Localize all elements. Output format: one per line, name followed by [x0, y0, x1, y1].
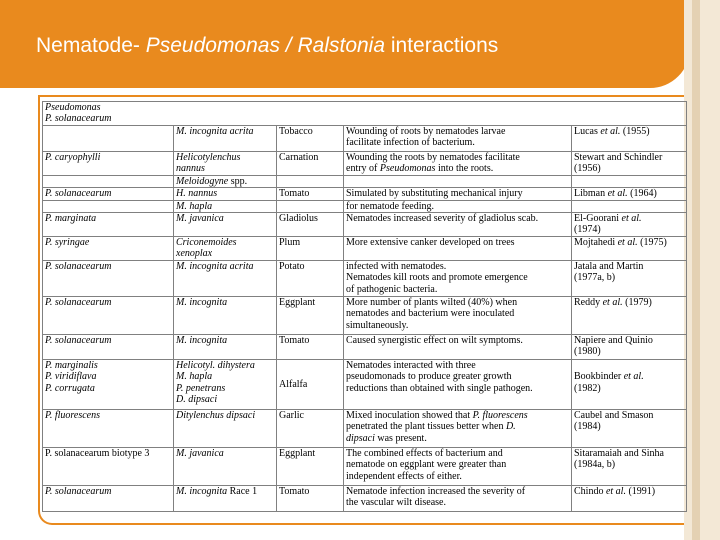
slide-title: [36, 34, 498, 58]
host-cell: Alfalfa: [277, 359, 344, 409]
host-cell: Tomato: [277, 334, 344, 359]
right-decor-stripe: [692, 0, 700, 540]
effect-line: nematodes and bacterium were inoculated: [346, 308, 515, 320]
host-cell: [277, 200, 344, 212]
ref-line: Jatala and Martin: [574, 260, 644, 272]
header-cell: [43, 102, 687, 126]
effect-line: the vascular wilt disease.: [346, 497, 446, 509]
host-cell: Eggplant: [277, 447, 344, 485]
bacterium-cell: P. solanacearum: [43, 334, 174, 359]
effect-line: of pathogenic bacteria.: [346, 283, 438, 295]
nematode-line: Criconemoides: [176, 237, 237, 249]
effect-text: was present.: [374, 432, 427, 444]
ref-author: Libman: [574, 188, 608, 200]
nematode-cell: H. nannus: [174, 188, 277, 200]
ref-year: (1964): [627, 188, 657, 200]
effect-cell: [344, 175, 572, 187]
ref-author: Bookbinder: [574, 371, 624, 383]
effect-text: into the roots.: [435, 163, 494, 175]
ref-year: (1979): [622, 296, 652, 308]
ref-line: Caubel and Smason: [574, 409, 654, 421]
ref-line: (1980): [574, 346, 601, 358]
bacterium-cell: [43, 359, 174, 409]
table-row: [43, 447, 687, 485]
ref-etal: et al.: [602, 296, 623, 308]
effect-line: pseudomonads to produce greater growth: [346, 371, 512, 383]
header-line: Pseudomonas: [45, 102, 101, 113]
reference-cell: [572, 296, 687, 334]
nematode-cell: [174, 237, 277, 261]
nematode-line: Helicotyl. dihystera: [176, 359, 255, 371]
table-row: [43, 409, 687, 447]
reference-cell: [572, 213, 687, 237]
right-decor-band: [684, 0, 720, 540]
bacterium-cell: P. solanacearum: [43, 260, 174, 296]
table-row: [43, 213, 687, 237]
host-cell: Eggplant: [277, 296, 344, 334]
effect-line: [346, 163, 569, 174]
host-cell: Carnation: [277, 151, 344, 175]
effect-line: facilitate infection of bacterium.: [346, 137, 475, 149]
effect-line: Wounding of roots by nematodes larvae: [346, 125, 506, 137]
effect-line: infected with nematodes.: [346, 260, 447, 272]
effect-line: Nematodes kill roots and promote emergence: [346, 272, 528, 284]
reference-cell: [572, 151, 687, 175]
host-cell: [277, 175, 344, 187]
nematode-line: P. penetrans: [176, 382, 226, 394]
nematode-cell: M. javanica: [174, 213, 277, 237]
ref-line: (1956): [574, 163, 601, 175]
nematode-cell: M. hapla: [174, 200, 277, 212]
reference-cell: [572, 334, 687, 359]
ref-etal: et al.: [605, 485, 626, 497]
effect-cell: [344, 125, 572, 151]
bacterium-line: P. marginalis: [45, 359, 98, 371]
bacterium-cell: P. fluorescens: [43, 409, 174, 447]
bacterium-cell: P. syringae: [43, 237, 174, 261]
nematode-italic: Meloidogyne: [176, 175, 229, 187]
effect-line: simultaneously.: [346, 319, 409, 331]
ref-line: [574, 371, 684, 382]
host-cell: Potato: [277, 260, 344, 296]
ref-line: Sitaramaiah and Sinha: [574, 447, 664, 459]
nematode-text: spp.: [228, 175, 248, 187]
effect-line: reductions than obtained with single pathogen.: [346, 382, 533, 394]
effect-italic: P. fluorescens: [472, 409, 528, 421]
nematode-text: Race 1: [227, 485, 258, 497]
nematode-cell: M. incognita: [174, 296, 277, 334]
bacterium-cell: [43, 175, 174, 187]
title-prefix: Nematode-: [36, 34, 146, 57]
reference-cell: [572, 237, 687, 261]
effect-line: Wounding the roots by nematodes facilitate: [346, 151, 520, 163]
ref-etal: et al.: [607, 188, 628, 200]
reference-cell: [572, 359, 687, 409]
header-line: P. solanacearum: [45, 113, 112, 125]
host-cell: Tomato: [277, 485, 344, 511]
effect-italic: D.: [505, 421, 516, 433]
effect-line: [346, 433, 569, 444]
effect-cell: [344, 296, 572, 334]
bacterium-line: P. corrugata: [45, 382, 95, 394]
reference-cell: [572, 175, 687, 187]
host-cell: Plum: [277, 237, 344, 261]
ref-author: Mojtahedi: [574, 237, 618, 249]
host-cell: Tobacco: [277, 125, 344, 151]
host-cell: Garlic: [277, 409, 344, 447]
effect-line: nematode on eggplant were greater than: [346, 459, 507, 471]
nematode-cell: Ditylenchus dipsaci: [174, 409, 277, 447]
table-row: [43, 237, 687, 261]
effect-cell: [344, 260, 572, 296]
nematode-line: nannus: [176, 163, 205, 175]
ref-etal: et al.: [617, 237, 638, 249]
effect-cell: Caused synergistic effect on wilt symptoms.: [344, 334, 572, 359]
ref-line: (1984a, b): [574, 459, 616, 471]
title-suffix: interactions: [385, 34, 499, 57]
nematode-line: D. dipsaci: [176, 394, 218, 406]
reference-cell: [572, 125, 687, 151]
table-row: [43, 175, 687, 187]
effect-line: More number of plants wilted (40%) when: [346, 296, 518, 308]
ref-year: (1955): [620, 125, 650, 137]
nematode-cell: [174, 485, 277, 511]
effect-cell: [344, 485, 572, 511]
table-row: [43, 260, 687, 296]
table-row: [43, 485, 687, 511]
bacterium-cell: P. solanacearum: [43, 188, 174, 200]
nematode-cell: M. incognita acrita: [174, 260, 277, 296]
nematode-cell: [174, 151, 277, 175]
bacterium-cell: P. solanacearum: [43, 296, 174, 334]
reference-cell: [572, 447, 687, 485]
nematode-line: M. hapla: [176, 371, 213, 383]
nematode-line: Helicotylenchus: [176, 151, 241, 163]
bacterium-cell: P. marginata: [43, 213, 174, 237]
effect-text: entry of: [346, 163, 380, 175]
table-row: [43, 359, 687, 409]
effect-cell: [344, 409, 572, 447]
ref-year: (1975): [637, 237, 667, 249]
ref-author: Reddy: [574, 296, 603, 308]
effect-line: Nematode infection increased the severity of: [346, 485, 526, 497]
effect-cell: Nematodes increased severity of gladiolus scab.: [344, 213, 572, 237]
effect-line: Nematodes interacted with three: [346, 359, 476, 371]
table-row: [43, 296, 687, 334]
interactions-table: [42, 101, 687, 512]
effect-text: Mixed inoculation showed that: [346, 409, 473, 421]
bacterium-line: P. viridiflava: [45, 371, 97, 383]
table-row: [43, 151, 687, 175]
bacterium-cell: P. caryophylli: [43, 151, 174, 175]
effect-line: [346, 421, 569, 432]
nematode-line: xenoplax: [176, 248, 213, 260]
effect-cell: [344, 447, 572, 485]
ref-author: El-Goorani: [574, 213, 622, 225]
nematode-italic: M. incognita: [176, 485, 228, 497]
bacterium-cell: [43, 125, 174, 151]
effect-text: penetrated the plant tissues better when: [346, 421, 506, 433]
ref-line: Napiere and Quinio: [574, 334, 653, 346]
effect-line: independent effects of either.: [346, 470, 462, 482]
title-italic: Pseudomonas / Ralstonia: [145, 34, 386, 57]
table-row: [43, 188, 687, 200]
table-row: [43, 334, 687, 359]
effect-cell: [344, 359, 572, 409]
effect-italic: Pseudomonas: [379, 163, 436, 175]
effect-italic: dipsaci: [346, 432, 375, 444]
nematode-cell: [174, 175, 277, 187]
nematode-cell: [174, 359, 277, 409]
reference-cell: [572, 409, 687, 447]
effect-line: [346, 410, 569, 421]
ref-etal: et al.: [621, 213, 642, 225]
nematode-cell: M. incognita acrita: [174, 125, 277, 151]
ref-line: Stewart and Schindler: [574, 151, 663, 163]
reference-cell: [572, 188, 687, 200]
table-row: [43, 102, 687, 126]
effect-line: The combined effects of bacterium and: [346, 447, 503, 459]
bacterium-cell: P. solanacearum: [43, 485, 174, 511]
effect-cell: More extensive canker developed on trees: [344, 237, 572, 261]
table-row: [43, 125, 687, 151]
bacterium-cell: P. solanacearum biotype 3: [43, 447, 174, 485]
ref-author: Chindo: [574, 485, 606, 497]
effect-cell: Simulated by substituting mechanical injury: [344, 188, 572, 200]
ref-year: (1974): [574, 224, 601, 236]
table-row: [43, 200, 687, 212]
ref-etal: et al.: [623, 371, 644, 383]
nematode-cell: M. incognita: [174, 334, 277, 359]
nematode-cell: M. javanica: [174, 447, 277, 485]
ref-year: (1991): [625, 485, 656, 497]
reference-cell: [572, 260, 687, 296]
ref-year: (1982): [574, 382, 601, 394]
host-cell: Tomato: [277, 188, 344, 200]
reference-cell: [572, 485, 687, 511]
host-cell: Gladiolus: [277, 213, 344, 237]
ref-line: (1984): [574, 421, 601, 433]
effect-cell: for nematode feeding.: [344, 200, 572, 212]
reference-cell: [572, 200, 687, 212]
effect-cell: [344, 151, 572, 175]
ref-line: (1977a, b): [574, 272, 616, 284]
bacterium-cell: [43, 200, 174, 212]
ref-author: Lucas: [574, 125, 601, 137]
ref-etal: et al.: [600, 125, 621, 137]
